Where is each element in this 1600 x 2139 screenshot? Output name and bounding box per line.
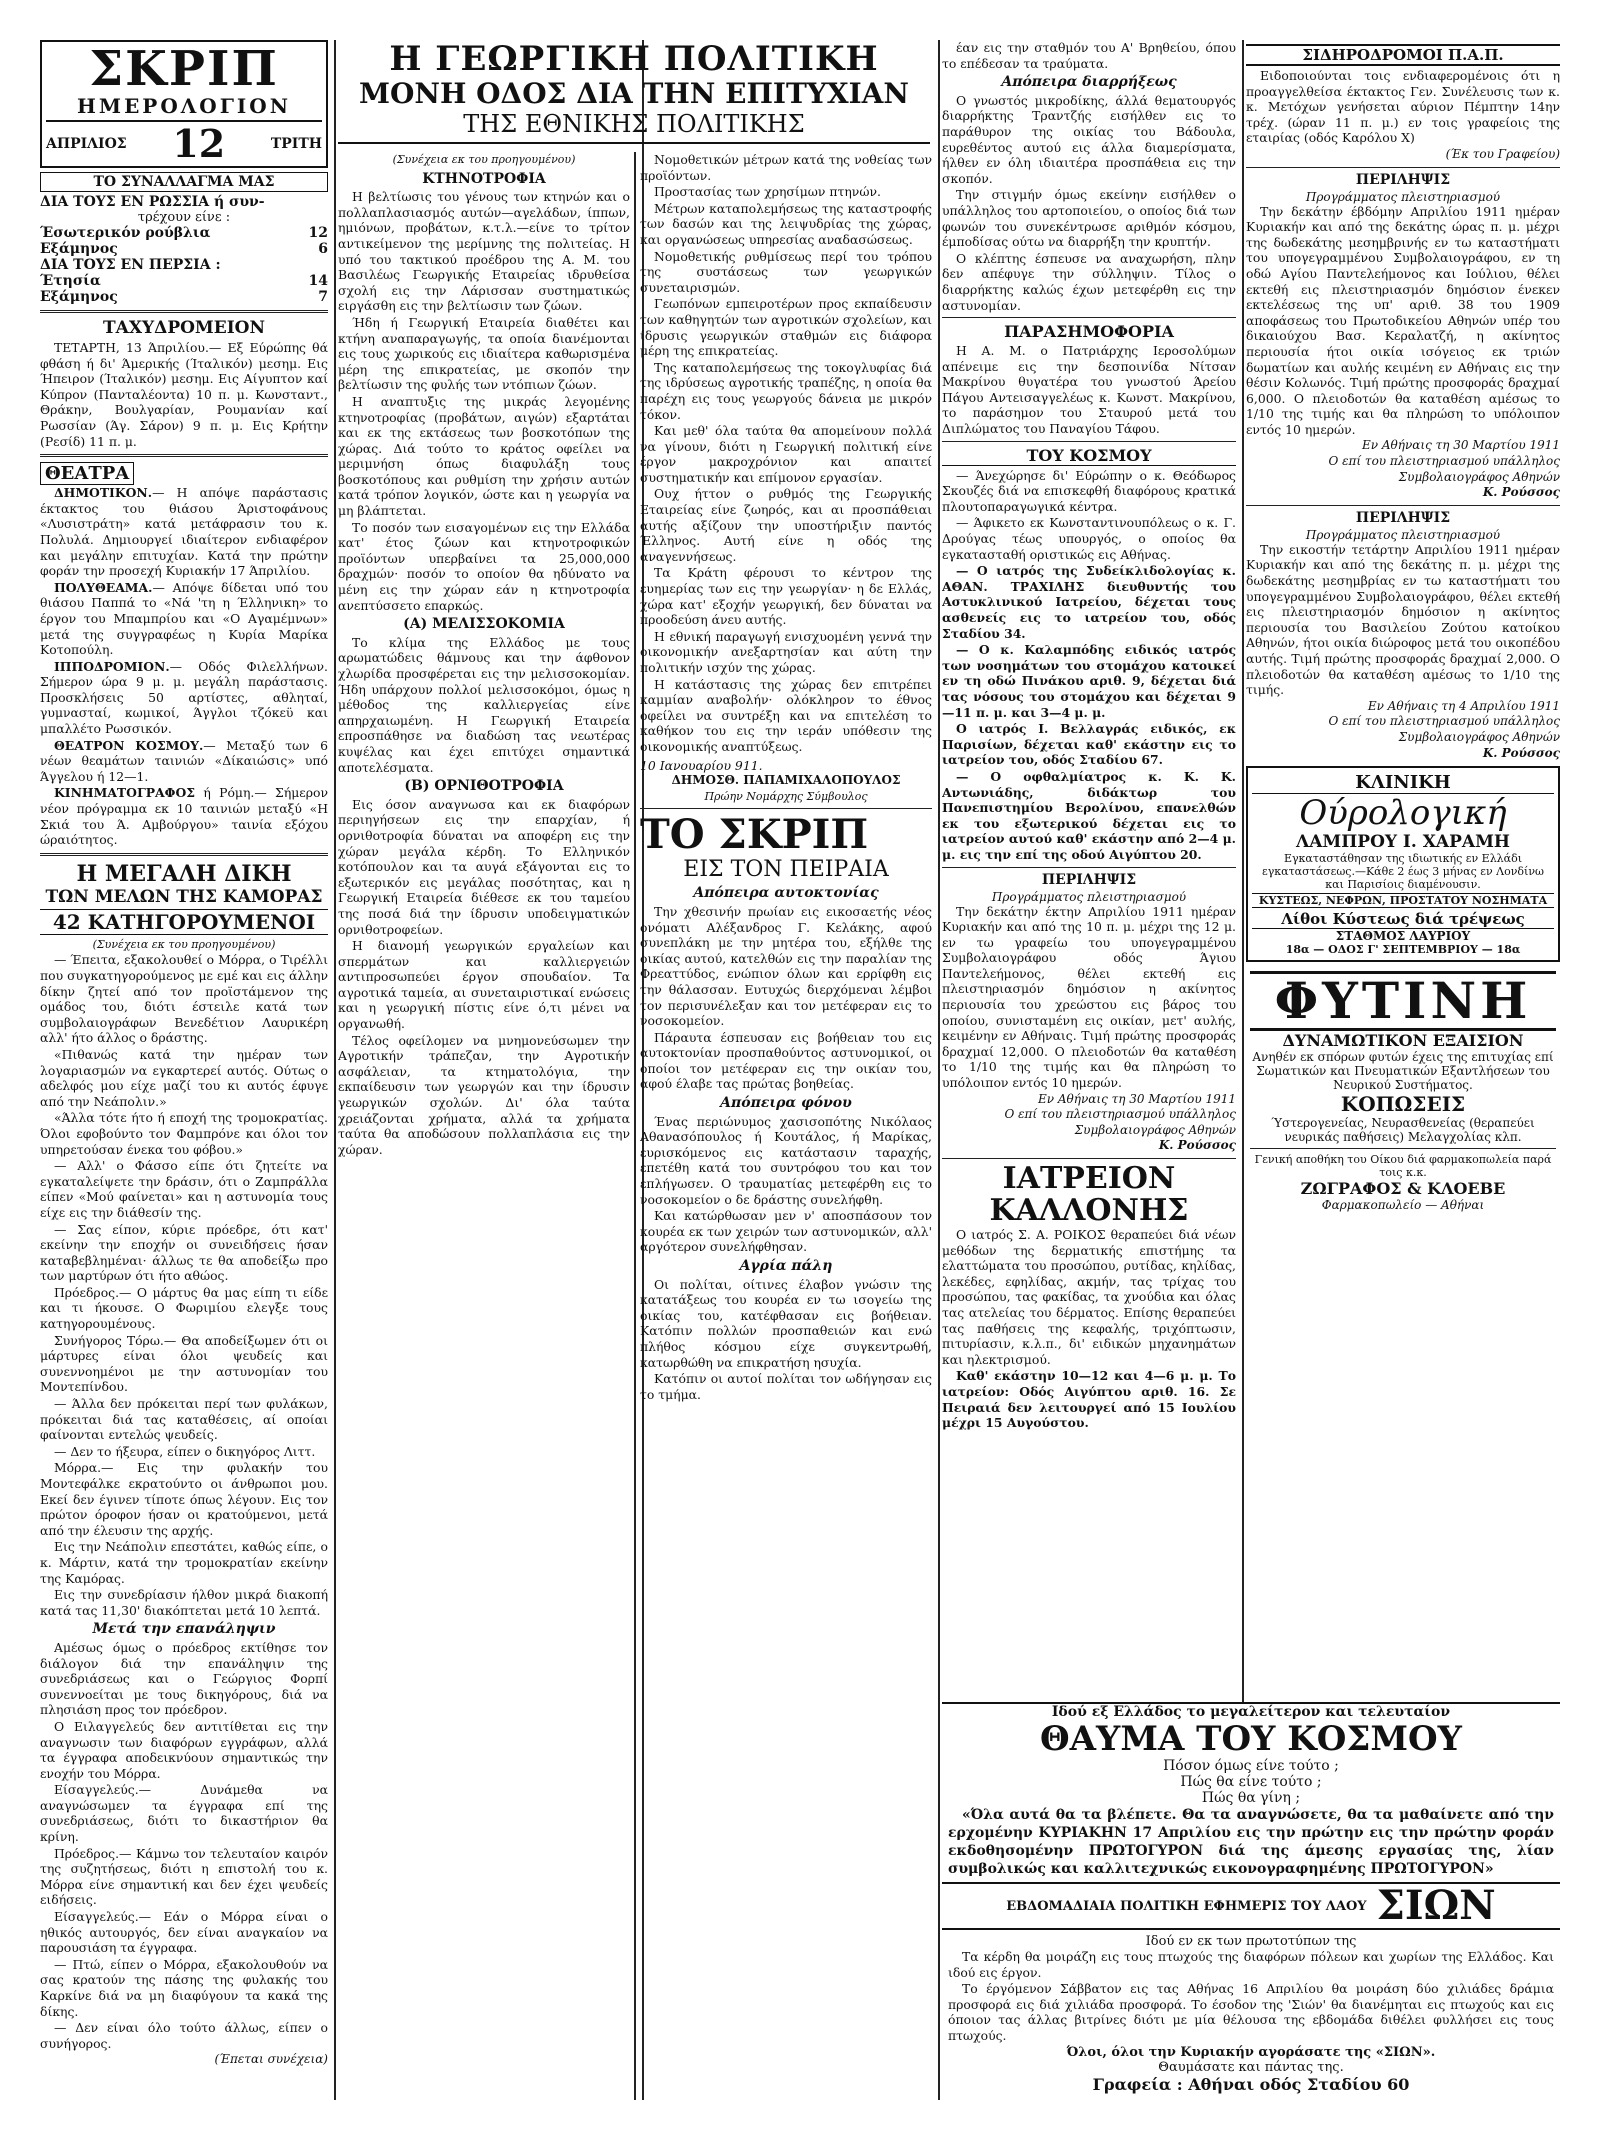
masthead-weekday: ΤΡΙΤΗ	[270, 136, 322, 152]
trial-headline: 42 ΚΑΤΗΓΟΡΟΥΜΕΝΟΙ	[40, 909, 328, 935]
sion-logo: ΣΙΩΝ	[1376, 1882, 1496, 1929]
urology-clinic-ad: ΚΛΙΝΙΚΗ Ούρολογική ΛΑΜΠΡΟΥ Ι. ΧΑΡΑΜΗ Εγκαταστάθησαν της ιδιωτικής εν Ελλάδι εγκαταστάσεως.—Κάθε 2 έως 3 μήνας εν Λονδίνω και Παρισίοις διαμένουσιν. ΚΥΣΤΕΩΣ, ΝΕΦΡΩΝ, ΠΡΟΣΤΑΤΟΥ ΝΟΣΗΜΑΤΑ Λίθοι Κύστεως διά τρέψεως ΣΤΑΘΜΟΣ ΛΑΥΡΙΟΥ 18α — ΟΔΟΣ Γ' ΣΕΠΤΕΜΒΡΙΟΥ — 18α	[1246, 766, 1560, 962]
piraeus-headline: ΕΙΣ ΤΟΝ ΠΕΙΡΑΙΑ	[683, 857, 889, 883]
world-heading: ΤΟΥ ΚΟΣΜΟΥ	[942, 446, 1236, 466]
decoration-heading: ΠΑΡΑΣΗΜΟΦΟΡΙΑ	[1004, 322, 1174, 342]
masthead-month: ΑΠΡΙΛΙΟΣ	[46, 136, 127, 152]
exchange-heading: ΤΟ ΣΥΝΑΛΛΑΓΜΑ ΜΑΣ	[40, 172, 328, 192]
column-left	[40, 40, 328, 2100]
trial-article	[40, 861, 328, 2068]
column-rule	[334, 40, 336, 2100]
exchange-row: Εξάμηνος 6	[40, 241, 328, 257]
exchange-intro: ΔΙΑ ΤΟΥΣ ΕΝ ΠΕΡΣΙΑ :	[40, 257, 221, 273]
exchange-intro: τρέχουν είνε :	[137, 210, 231, 225]
auction-heading: ΠΕΡΙΛΗΨΙΣ	[1355, 509, 1451, 526]
piraeus-headline: ΤΟ ΣΚΡΙΠ	[640, 811, 869, 859]
agriculture-article	[338, 40, 934, 2100]
post-text: ΤΕΤΑΡΤΗ, 13 Άπριλίου.— Εξ Εύρώπης θά φθάση ή δι' Άμερικής (Ίταλικόν) μεσημ. Εις Ήπειρον (Ίταλικόν) μεσημ. Εις Αίγυπτον καί Κύπρον (Πανταλέοντα) 10 π. μ. Κωνσταντ., Θράκην, Βουλγαρίαν, Ρουμανίαν καί Ρωσσίαν (Άγ. Σάρον) 9 π. μ. Εις Κρήτην (Ρεσίδ) 11 π. μ.	[40, 340, 328, 449]
beauty-clinic-headline: ΚΑΛΛΟΝΗΣ	[989, 1193, 1189, 1228]
agri-text: Νομοθετικών μέτρων κατά της νοθείας των προϊόντων. Προστασίας των χρησίμων πτηνών. Μέτρων καταπολεμήσεως της καταστροφής των δασών και της λειψυδρίας της χώρας, και οργανώσεως υπηρεσίας αναδασώσεως. Νομοθετικής ρυθμίσεως περί του τρόπου της συστάσεως των γεωργικών συνεταιρισμών. Γεωπόνων εμπειροτέρων προς εκπαίδευσιν των καθηγητών των αγροτικών σχολείων, και ίδρυσις γεωργικών σταθμών εις διάφορα μέρη της επικρατείας. Της καταπολεμήσεως της τοκογλυφίας διά της ιδρύσεως αγροτικής τραπέζης, η οποία θα παρέχη εις τους γεωργούς δάνεια με μικρόν τόκον. Και μεθ' όλα ταύτα θα απομείνουν πολλά να γίνουν, διότι η Γεωργική πολιτική είνε έργον μακροχρόνιον και απαιτεί συστηματικήν και επίμονον εργασίαν. Ουχ ήττον ο ρυθμός της Γεωργικής Εταιρείας είνε ζωηρός, και αι προσπάθειαι αυτής αξίζουν την υποστήριξιν παντός Έλληνος. Αυτή είνε η οδός της αναγεννήσεως. Τα Κράτη φέρουσι το κέντρον της ευημερίας των εις την γεωργίαν· η δε Ελλάς, χώρα κατ' εξοχήν γεωργική, δεν δύναται να προοδεύση άνευ αυτής. Η εθνική παραγωγή ενισχυομένη γεννά την οικονομικήν ανεξαρτησίαν και αύτη την πολιτικήν ισχύν της χώρας. Η κατάστασις της χώρας δεν επιτρέπει καμμίαν αναβολήν· ολόκληρον το έθνος οφείλει να συντρέξη και να επιτελέση το καθήκον του εις την ιεράν υπόθεσιν της οικονομικής αναπτύξεως. 10 Ιανουαρίου 911. ΔΗΜΟΣΘ. ΠΑΠΑΜΙΧΑΛΟΠΟΥΛΟΣ Πρώην Νομάρχης Σύμβουλος	[640, 152, 932, 803]
exchange-intro: ΔΙΑ ΤΟΥΣ ΕΝ ΡΩΣΣΙΑ ή συν-	[40, 194, 265, 210]
divider	[640, 808, 932, 809]
masthead-subtitle: ΗΜΕΡΟΛΟΓΙΟΝ	[77, 94, 291, 118]
column-rule	[634, 152, 636, 2100]
agri-author: ΔΗΜΟΣΘ. ΠΑΠΑΜΙΧΑΛΟΠΟΥΛΟΣ	[671, 773, 901, 788]
theatres-heading: ΘΕΑΤΡΑ	[40, 462, 134, 485]
divider	[942, 867, 1236, 868]
agri-headline-block	[338, 40, 930, 144]
auction-heading: ΠΕΡΙΛΗΨΙΣ	[1041, 871, 1137, 888]
agri-col-a	[338, 152, 630, 1158]
auction-heading: ΠΕΡΙΛΗΨΙΣ	[1355, 171, 1451, 188]
agri-headline: ΤΗΣ ΕΘΝΙΚΗΣ ΠΟΛΙΤΙΚΗΣ	[463, 110, 805, 138]
post-section	[40, 318, 328, 449]
column-auctions: ΣΙΔΗΡΟΔΡΟΜΟΙ Π.Α.Π. Ειδοποιούνται τοις ενδιαφερομένοις ότι η προαγγελθείσα έκτακτος Γεν. Συνέλευσις των κ. κ. Μετόχων γενήσεται αύριον Πέμπτην 14ην τρέχ. (ώραν 11 π. μ.) εν τοις γραφείοις της εταιρίας (οδός Καρόλου Χ) (Έκ του Γραφείου) ΠΕΡΙΛΗΨΙΣ Προγράμματος πλειστηριασμού Την δεκάτην έβδόμην Απριλίου 1911 ημέραν Κυριακήν και από της δεκάτης ώρας π. μ. μέχρι της δωδεκάτης μεσημβρινής εν τω καταστήματι του υπογεγραμμένου Συμβολαιογράφου, εν τη οδώ Αγίου Παντελεήμονος και Ιούλιου, θέλει εκτεθή εις πλειστηριασμόν δημόσιον ένεκεν εκτελέσεως της υπ' αριθ. 38 του 1909 αποφάσεως του Πρωτοδικείου Αθηνών υπέρ του δικαιούχου Βασ. Κεραλατζή, η ακίνητος περιουσία ήτοι οικία ισόγειος εκ τριών δωματίων και αυλής κειμένη εν Αθήναις εις την θέσιν Κολωνός. Τιμή πρώτης προσφοράς δραχμαί 6,000. Ο πλειοδοτών θα καταθέση αμέσως το 1/10 της τιμής και θα πληρώση το υπόλοιπον εντός 10 ημερών. Εν Αθήναις τη 30 Μαρτίου 1911 Ο επί του πλειστηριασμού υπάλληλος Συμβολαιογράφος Αθηνών Κ. Ρούσσος ΠΕΡΙΛΗΨΙΣ Προγράμματος πλειστηριασμού Την εικοστήν τετάρτην Απριλίου 1911 ημέραν Κυριακήν και από της δεκάτης π. μ. μέχρι της δωδεκάτης μεσημβρίας εν τω καταστήματι του υπογεγραμμένου Συμβολαιογράφου, θέλει εκτεθή εις πλειστηριασμόν δημόσιον η ακίνητος περιουσία του Βασιλείου Ζούτου κατοίκου Αθηνών, ήτοι οικία διώροφος μετά του οικοπέδου αυτής. Τιμή πρώτης προσφοράς δραχμαί 2,000. Ο πλειοδοτών θα καταθέση αμέσως το 1/10 της τιμής. Εν Αθήναις τη 4 Απριλίου 1911 Ο επί του πλειστηριασμού υπάλληλος Συμβολαιογράφος Αθηνών Κ. Ρούσσος ΚΛΙΝΙΚΗ Ούρολογική ΛΑΜΠΡΟΥ Ι. ΧΑΡΑΜΗ Εγκαταστάθησαν της ιδιωτικής εν Ελλάδι εγκαταστάσεως.—Κάθε 2 έως 3 μήνας εν Λονδίνω και Παρισίοις διαμένουσιν. ΚΥΣΤΕΩΣ, ΝΕΦΡΩΝ, ΠΡΟΣΤΑΤΟΥ ΝΟΣΗΜΑΤΑ Λίθοι Κύστεως διά τρέψεως ΣΤΑΘΜΟΣ ΛΑΥΡΙΟΥ 18α — ΟΔΟΣ Γ' ΣΕΠΤΕΜΒΡΙΟΥ — 18α ΦΥΤΙΝΗ ΔΥΝΑΜΩΤΙΚΟΝ ΕΞΑΙΣΙΟΝ Ανηθέν εκ σπόρων φυτών έχεις της επιτυχίας επί Σωματικών και Πνευματικών Εξαντλήσεων του Νευρικού Συστήματος. ΚΟΠΩΣΕΙΣ Ύστερογενείας, Νευρασθενείας (θεραπεύει νευρικάς παθήσεις) Μελαγχολίας κλπ. Γενική αποθήκη του Οίκου διά φαρμακοπωλεία παρά τοις κ.κ. ΖΩΓΡΑΦΟΣ & ΚΛΟΕΒΕ Φαρμακοπωλείο — Αθήναι	[1246, 40, 1560, 1221]
column-middle-right: έαν εις την σταθμόν του Α' Βρηθείου, όπου το επέδεσαν τα τραύματα. Απόπειρα διαρρήξεως Ο γνωστός μικροδίκης, άλλά θεματουργός διαρρήκτης Τραντζής εισήλθεν εις το παράθυρον της οικίας του Βάδουλα, ευρεθέντος αυτού εις άλλα διαμερίσματα, ήλθεν εν όλη ιδιαιτέρα προσπάθεια εις την σκοπόν. Την στιγμήν όμως εκείνην εισήλθεν ο υπάλληλος του αρτοποιείου, ο οποίος διά των φωνών του συνεκέντρωσε αριθμόν κόσμου, έμποδίσας ούτω να διαρρήξη την κρυπτήν. Ο κλέπτης έσπευσε να αναχωρήση, πλην δεν απέφυγε την σύλληψιν. Τίλος ο διαρρήκτης καλώς έχων μετεφέρθη εις την αστυνομίαν. ΠΑΡΑΣΗΜΟΦΟΡΙΑ Η Α. Μ. ο Πατριάρχης Ιεροσολύμων απένειμε εις την δεσποινίδα Νίτσαν Μακρίνου θυγατέρα του γνωστού Άρείου Πάγου Αντεισαγγελέως κ. Κωνστ. Μακρίνου, το παράσημον του Σταυρού μετά του Διπλώματος του Παναγίου Τάφου. ΤΟΥ ΚΟΣΜΟΥ — Άνεχώρησε δι' Εύρώπην ο κ. Θεόδωρος Σκουζές διά να επισκεφθή διαφόρους κρατικά πλουτοπαραγωγικά κέντρα. — Άφικετο εκ Κωνσταντινουπόλεως ο κ. Γ. Δρούγας τέως υπουργός, ο οποίος θα εγκατασταθή οριστικώς εις Αθήνας. — Ο ιατρός της Συδείκλιδολογίας κ. ΑΘΑΝ. ΤΡΑΧΙΛΗΣ διευθυντής του Αστυκλινικού Ιατρείου, δέχεται τους ασθενείς εις το ιατρείον του, οδός Σταδίου 34. — Ο κ. Καλαμπόδης ειδικός ιατρός των νοσημάτων του στομάχου κατοικεί εν τη οδώ Πινάκου αριθ. 9, δέχεται διά τας νόσους του στομάχου και δέχεται 9—11 π. μ. και 3—4 μ. μ. Ο ιατρός Ι. Βελλαγράς ειδικός, εκ Παρισίων, δέχεται καθ' εκάστην εις το ιατρείον του, οδός Σταδίου 67. — Ο οφθαλμίατρος κ. Κ. Κ. Αντωνιάδης, διδάκτωρ του Πανεπιστημίου Βερολίνου, επανελθών εκ του εξωτερικού δέχεται εις το ιατρείον αυτού καθ' εκάστην από 2—4 μ. μ. εις την επί της οδού Αιγύπτου 20. ΠΕΡΙΛΗΨΙΣ Προγράμματος πλειστηριασμού Την δεκάτην έκτην Απριλίου 1911 ημέραν Κυριακήν και από της 10 π. μ. μέχρι της 12 μ. εν τω γραφείω του υπογεγραμμένου Συμβολαιογράφου οδός Άγιου Παντελεήμονος, θέλει εκτεθή εις πλειστηριασμόν δημόσιον η ακίνητος περιουσία του χρεώστου εις βάρος του οποίου, συνισταμένη εις οικίαν, μετ' αυλής, κειμένην εν Αθήναις. Τιμή πρώτης προσφοράς δραχμαί 12,000. Ο πλειοδοτών θα καταθέση το 1/10 της τιμής και θα πληρώση το υπόλοιπον εντός 10 ημερών. Εν Αθήναις τη 30 Μαρτίου 1911 Ο επί του πλειστηριασμού υπάλληλος Συμβολαιογράφος Αθηνών Κ. Ρούσσος ΙΑΤΡΕΙΟΝ ΚΑΛΛΟΝΗΣ Ο ιατρός Σ. Α. ΡΟΙΚΟΣ θεραπεύει διά νέων μεθόδων της δερματικής επιστήμης τα ελαττώματα του προσώπου, ρυτίδας, κηλίδας, λεκέδες, εφηλίδας, ακμήν, τας τρίχας του προσώπου, τας φακίδας, τα χνούδια και όλας τας ατελείας του δέρματος. Επίσης θεραπεύει τας παθήσεις της κεφαλής, τριχόπτωσιν, πιτυρίασιν, κ.λ.π., δι' ειδικών μηχανημάτων και ηλεκτρισμού. Καθ' εκάστην 10—12 και 4—6 μ. μ. Το ιατρείον: Οδός Αιγύπτου αριθ. 16. Σε Πειραιά δεν λειτουργεί από 15 Ιουλίου μέχρι 15 Αυγούστου.	[942, 40, 1236, 1431]
agri-headline: Η ΓΕΩΡΓΙΚΗ ΠΟΛΙΤΙΚΗ	[389, 40, 879, 79]
masthead-date	[46, 120, 322, 164]
column-rule	[938, 40, 940, 2100]
divider	[40, 454, 328, 457]
exchange-row: Εξάμηνος 7	[40, 289, 328, 305]
exchange-row: Έτησία 14	[40, 273, 328, 289]
beauty-clinic-headline: ΙΑΤΡΕΙΟΝ	[1002, 1161, 1176, 1196]
agri-headline: ΜΟΝΗ ΟΔΟΣ ΔΙΑ ΤΗΝ ΕΠΙΤΥΧΙΑΝ	[358, 77, 909, 110]
exchange-row: Έσωτερικόν ρούβλια 12	[40, 225, 328, 241]
trial-text: (Συνέχεια εκ του προηγουμένου) — Έπειτα, εξακολουθεί ο Μόρρα, ο Τιρέλλι που συγκατηγορούμενος με εμέ και εις άλλην δίκην ζητεί από τον προϊστάμενον της ομάδος του, διότι έστειλε κατά των συμβολαιογράφων Βενεδέτιον Λαυρικέρη αλλ' ήτο άλλος ο δράστης. «Πιθανώς κατά την ημέραν των λογαριασμών να εγκαρτερεί αυτός. Ούτως ο αδελφός μου είχε μαζί του κι αυτός έφυγε από την Νεάπολιν.» «Άλλα τότε ήτο ή εποχή της τρομοκρατίας. Όλοι εφοβούντο τον Φαμπρόνε και όλοι τον υπηρετούσαν ένεκα του φόβου.» — Αλλ' ο Φάσσο είπε ότι ζητείτε να εγκαταλείψετε την δράσιν, ότι ο Ζαμπράλλα είπεν «Μού φαίνεται» και η αστυνομία τους είχε εις την διάθεσίν της. — Σας είπον, κύριε πρόεδρε, ότι κατ' εκείνην την εποχήν οι συνειδήσεις ήσαν καταβεβλημέναι· άλλως τε θα αποδείξω προ των μαρτύρων ότι ήτο αθώος. Πρόεδρος.— Ο μάρτυς θα μας είπη τι είδε και τι ήκουσε. Ο Φωριμίου ελεγξε τους κατηγορουμένους. Συνήγορος Τόρω.— Θα αποδείξωμεν ότι οι μάρτυρες είναι όλοι ψευδείς και συνεννοημένοι με την αστυνομίαν του Μοντεπίνδου. — Άλλα δεν πρόκειται περί των φυλάκων, πρόκειται διά τας καταθέσεις, αί οποίαι φαίνονται εντελώς ψευδείς. — Δεν το ήξευρα, είπεν ο δικηγόρος Λιττ. Μόρρα.— Εις την φυλακήν του Μοντεφάλκε εκρατούντο οι άνθρωποι μου. Εκεί δεν έγινεν τίποτε όπως λέγουν. Εις τον πρώτον όροφον ήσαν οι κρατούμενοι, μετά από την έλευσιν της αρχής. Εις την Νεάπολιν επεστάτει, καθώς είπε, ο κ. Μάρτιν, κατά την τρομοκρατίαν εκείνην της Καμόρας. Εις την συνεδρίασιν ήλθον μικρά διακοπή κατά τας 11,30' διακόπτεται μετά 10 λεπτά. Μετά την επανάληψιν Αμέσως όμως ο πρόεδρος εκτίθησε τον διάλογον διά την επανάληψιν της συνεδριάσεως και ο Γεώργιος Φορπί συνεννοείται με τους δικηγόρους, διά να πλησιάση προς τον πρόεδρον. Ο Ειλαγγελεύς δεν αντιτίθεται εις την αναγνωσιν των διαφόρων εγγράφων, αλλά τα έγγραφα αποδεικνύουν σημαντικώς την ενοχήν του Μόρρα. Είσαγγελεύς.— Δυνάμεθα να αναγνώσωμεν τα έγγραφα επί της συνεδριάσεως, διότι το δικαστήριον θα κρίνη. Πρόεδρος.— Κάμνω τον τελευταίον καιρόν της συζητήσεως, διότι η επιστολή του κ. Μόρρα είνε σημαντική και δεν έχει ψευδείς ειδήσεις. Είσαγγελεύς.— Εάν ο Μόρρα είναι ο ηθικός αυτουργός, δεν είναι αναγκαίον να παρουσιάση τα έγγραφα. — Πτώ, είπεν ο Μόρρα, εξακολουθούν να σας κρατούν της πάσης της φυλακής του Καρκίνε διά να μη διαφύγουν τα κακά της δίκης. — Δεν είναι όλο τούτο άλλως, είπεν ο συνήγορος. (Έπεται συνέχεια)	[40, 937, 328, 2067]
news-text: έαν εις την σταθμόν του Α' Βρηθείου, όπου το επέδεσαν τα τραύματα. Απόπειρα διαρρήξεως Ο γνωστός μικροδίκης, άλλά θεματουργός διαρρήκτης Τραντζής εισήλθεν εις το παράθυρον της οικίας του Βάδουλα, ευρεθέντος αυτού εις άλλα διαμερίσματα, ήλθεν εν όλη ιδιαιτέρα προσπάθεια εις την σκοπόν. Την στιγμήν όμως εκείνην εισήλθεν ο υπάλληλος του αρτοποιείου, ο οποίος διά των φωνών του συνεκέντρωσε αριθμόν κόσμου, έμποδίσας ούτω να διαρρήξη την κρυπτήν. Ο κλέπτης έσπευσε να αναχωρήση, πλην δεν απέφυγε την σύλληψιν. Τίλος ο διαρρήκτης καλώς έχων μετεφέρθη εις την αστυνομίαν.	[942, 40, 1236, 313]
piraeus-text: Απόπειρα αυτοκτονίας Την χθεσινήν πρωίαν εις εικοσαετής νέος ονόματι Αλέξανδρος Γ. Κελάκης, αφού συνεπλάκη με την μητέρα του, εξήλθε της οικίας αυτού, κατελθών εις την παραλίαν της Φρεαττύδος, ενώπιον όλων και ερρίφθη εις την θάλασσαν. Ευτυχώς διερχόμεναι λέμβοι τον περισυνέλεξαν και τον μετέφεραν εις το νοσοκομείον. Πάραυτα έσπευσαν εις βοήθειαν του εις αυτοκτονίαν προσπαθούντος αστυνομικοί, οι οποίοι τον μετέφεραν εις την οικίαν του, αφού έλαβε τας πρώτας βοηθείας. Απόπειρα φόνου Ένας περιώνυμος χασισοπότης Νικόλαος Αθανασόπουλος ή Κουτάλος, ή Μαρίκας, ευρισκόμενος εις κατάστασιν ταραχής, επετέθη κατά του συντρόφου του και τον επλήγωσεν. Ο τραυματίας μετεφέρθη εις το νοσοκομείον ο δε δράστης συνελήφθη. Και κατώρθωσαν μεν ν' αποσπάσουν τον κουρέα εκ των χειρών των αστυνομικών, αλλ' αργότερον συνελήφθησαν. Αγρία πάλη Οι πολίται, οίτινες έλαβον γνώσιν της κατατάξεως του κουρέα εν τω ισογείω της οικίας του, κατέφθασαν εις βοήθειαν. Κατόπιν πολλών προσπαθειών και ενώ πλήθος κόσμου είχε συγκεντρωθή, κατωρθώθη να επικρατήση ησυχία. Κατόπιν οι αυτοί πολίται τον ωδήγησαν εις το τμήμα.	[640, 885, 932, 1402]
post-heading: ΤΑΧΥΔΡΟΜΕΙΟΝ	[102, 318, 266, 338]
divider	[40, 853, 328, 856]
masthead-day: 12	[172, 121, 226, 166]
fytini-ad: ΦΥΤΙΝΗ ΔΥΝΑΜΩΤΙΚΟΝ ΕΞΑΙΣΙΟΝ Ανηθέν εκ σπόρων φυτών έχεις της επιτυχίας επί Σωματικών και Πνευματικών Εξαντλήσεων του Νευρικού Συστήματος. ΚΟΠΩΣΕΙΣ Ύστερογενείας, Νευρασθενείας (θεραπεύει νευρικάς παθήσεις) Μελαγχολίας κλπ. Γενική αποθήκη του Οίκου διά φαρμακοπωλεία παρά τοις κ.κ. ΖΩΓΡΑΦΟΣ & ΚΛΟΕΒΕ Φαρμακοπωλείο — Αθήναι	[1246, 967, 1560, 1216]
agri-text: (Συνέχεια εκ του προηγουμένου) ΚΤΗΝΟΤΡΟΦΙΑ Η βελτίωσις του γένους των κτηνών και ο πολλαπλασιασμός αυτών—αγελάδων, ίππων, ημιόνων, προβάτων, κ.τ.λ.—είνε το τρίτον αντικείμενον της μερίμνης της πολιτείας. Η υπό του τακτικού προέδρου της Α. Μ. του Βασιλέως Γεωργικής Εταιρείας ιδρυθείσα σχολή εις την Λάρισσαν συστηματικώς ειργάσθη εις την βελτίωσιν των ζώων. Ήδη ή Γεωργική Εταιρεία διαθέτει και κτήνη αναπαραγωγής, τα οποία διανέμονται εις τους χωρικούς εις ιδιαίτερα καθωρισμένα μέρη της επικρατείας, με σκοπόν την βελτίωσιν της φυλής των ντόπιων ζώων. Η αναπτυξις της μικράς λεγομένης κτηνοτροφίας (προβάτων, αιγών) εξαρτάται και εκ της εκτάσεως των βοσκοτόπων της χώρας. Διά τούτο το κράτος οφείλει να μεριμνήση όπως διαφυλάξη τους βοσκοτόπους και ρυθμίση την χρήσιν αυτών κατά τρόπον λογικόν, ώστε και η γεωργία να μη βλάπτεται. Το ποσόν των εισαγομένων εις την Ελλάδα κατ' έτος ζώων και κτηνοτροφικών προϊόντων υπερβαίνει τα 25,000,000 δραχμών· ποσόν το οποίον θα ηδύνατο να μένη εις την χώραν εάν η κτηνοτροφία ανεπτύσσετο επαρκώς. (Α) ΜΕΛΙΣΣΟΚΟΜΙΑ Το κλίμα της Ελλάδος με τους αρωματώδεις θάμνους και την άφθονον χλωρίδα προσφέρεται εις την μελισσοκομίαν. Ήδη υπάρχουν πολλοί μελισσοκόμοι, όμως η μέθοδος της καλλιεργείας είνε απηρχαιωμένη. Η Γεωργική Εταιρεία επροσπάθησε να διαδώση τας νεωτέρας κυψέλας και έχει επιτύχει σημαντικά αποτελέσματα. (Β) ΟΡΝΙΘΟΤΡΟΦΙΑ Εις όσον αναγνωσα και εκ διαφόρων περιηγήσεων εις την επαρχίαν, ή ορνιθοτροφία δύναται να αποφέρη εις την χώραν μεγάλα κέρδη. Το Ελληνικόν κοτόπουλον και τα αυγά εξάγονται εις το εξωτερικόν εις μεγάλας ποσότητας, και η Γεωργική Εταιρεία διέθεσε εκ του ταμείου της ποσά διά την ίδρυσιν υποδειγματικών ορνιθοτροφείων. Η διανομή γεωργικών εργαλείων και σπερμάτων και καλλιεργειών αντιπροσωπεύει έργον σπουδαίον. Τα αγροτικά ταμεία, αι συνεταιριστικαί ενώσεις και η γεωργική πίστις είνε ό,τι μένει να οργανωθή. Τέλος οφείλομεν να μνημονεύσωμεν την Αγροτικήν τράπεζαν, την Αγροτικήν ασφάλειαν, τα κτηματολόγια, την εκπαίδευσιν των γεωργών και την ίδρυσιν γεωργικών σχολών. Δι' όλα ταύτα χρειάζονται χρήματα, αλλά τα χρήματα ταύτα θα αποδώσουν πολλαπλάσια εις την χώραν.	[338, 153, 630, 1157]
exchange-box	[40, 172, 328, 305]
divider	[40, 310, 328, 313]
column-right	[1246, 40, 1560, 1696]
divider	[942, 441, 1236, 442]
masthead	[40, 40, 328, 168]
trial-headline: Η ΜΕΓΑΛΗ ΔΙΚΗ	[76, 860, 292, 887]
theatres-section	[40, 462, 328, 848]
piraeus-article	[640, 813, 932, 1402]
agri-col-b	[640, 152, 932, 1403]
theatres-text: ΔΗΜΟΤΙΚΟΝ.— Η απόψε παράστασις έκτακτος του θιάσου Άριστοφάνους «Λυσιστράτη» κατά μετάφρασιν του κ. Πολυλά. Δημιουργεί ιδιαίτερον ενδιαφέρον και μεγάλην επιτυχίαν. Κατά την πρώτην φοράν την προσεχή Κυριακήν 17 Άπριλίου. ΠΟΛΥΘΕΑΜΑ.— Απόψε δίδεται υπό του θιάσου Παππά το «Νά 'τη η Έλληνικη» το έργον του Μπαμπρίου και «Ο Αγαμέμνων» μετά της συγγραφέως η Κυρία Μαρίκα Κοτοπούλη. ΙΠΠΟΔΡΟΜΙΟΝ.— Οδός Φιλελλήνων. Σήμερον ώρα 9 μ. μ. μεγάλη παράστασις. Προσκλήσεις 50 αρτίστες, αθληταί, γυμνασταί, κωμικοί, Άγγλοι τζόκεϋ και μπαλλέτο Ρωσσικόν. ΘΕΑΤΡΟΝ ΚΟΣΜΟΥ.— Μεταξύ των 6 νέων θεαμάτων ταινιών «Δίκαιώσις» υπό Άγγελου ή 12—1. ΚΙΝΗΜΑΤΟΓΡΑΦΟΣ ή Ρόμη.— Σήμερον νέον πρόγραμμα εκ 10 ταινιών μεταξύ «Η Σκιά του Ά. Αμβούργου» ταινία εξόχου ώραιότητος.	[40, 485, 328, 848]
world-text: — Άνεχώρησε δι' Εύρώπην ο κ. Θεόδωρος Σκουζές διά να επισκεφθή διαφόρους κρατικά πλουτοπαραγωγικά κέντρα. — Άφικετο εκ Κωνσταντινουπόλεως ο κ. Γ. Δρούγας τέως υπουργός, ο οποίος θα εγκατασταθή οριστικώς εις Αθήνας. — Ο ιατρός της Συδείκλιδολογίας κ. ΑΘΑΝ. ΤΡΑΧΙΛΗΣ διευθυντής του Αστυκλινικού Ιατρείου, δέχεται τους ασθενείς εις το ιατρείον του, οδός Σταδίου 34. — Ο κ. Καλαμπόδης ειδικός ιατρός των νοσημάτων του στομάχου κατοικεί εν τη οδώ Πινάκου αριθ. 9, δέχεται διά τας νόσους του στομάχου και δέχεται 9—11 π. μ. και 3—4 μ. μ. Ο ιατρός Ι. Βελλαγράς ειδικός, εκ Παρισίων, δέχεται καθ' εκάστην εις το ιατρείον του, οδός Σταδίου 67. — Ο οφθαλμίατρος κ. Κ. Κ. Αντωνιάδης, διδάκτωρ του Πανεπιστημίου Βερολίνου, επανελθών εκ του εξωτερικού δέχεται εις το ιατρείον αυτού καθ' εκάστην από 2—4 μ. μ. εις την επί της οδού Αιγύπτου 20.	[942, 467, 1236, 862]
divider	[942, 1158, 1236, 1159]
railway-heading: ΣΙΔΗΡΟΔΡΟΜΟΙ Π.Α.Π.	[1246, 44, 1560, 66]
sion-ad: Ιδού εξ Ελλάδος το μεγαλείτερον και τελευταίον ΘΑΥΜΑ ΤΟΥ ΚΟΣΜΟΥ Πόσον όμως είνε τούτο ; Πώς θα είνε τούτο ; Πώς θα γίνη ; «Όλα αυτά θα τα βλέπετε. Θα τα αναγνώσετε, θα τα μαθαίνετε από την ερχομένην ΚΥΡΙΑΚΗΝ 17 Απριλίου εις την πρώτην εις την πρώτην φοράν εκδοθησομένην ΠΡΩΤΟΓΥΡΟΝ διά της άμεσης εργασίας της, λίαν συμβολικώς και καλλιτεχνικώς εικονογραφημένης ΠΡΩΤΟΓΥΡΟΝ» ΕΒΔΟΜΑΔΙΑΙΑ ΠΟΛΙΤΙΚΗ ΕΦΗΜΕΡΙΣ ΤΟΥ ΛΑΟΥ ΣΙΩΝ Ιδού εν εκ των πρωτοτύπων της Τα κέρδη θα μοιράζη εις τους πτωχούς της διαφόρων πόλεων και χωρίων της Ελλάδος. Και ιδού εις έργον. Το έργόμενον Σάββατον εις τας Αθήνας 16 Απριλίου θα μοιράση δύο χιλιάδες δράμια προσφορά εις διά χιλιάδα προσφορά. Το έσοδον της 'Σιών' θα διανέμηται εις πτωχούς και εις όποιον τας άλλας βιτρίνες διότι με μία θέλουσα της εβδομάδα διθέλει φυλλήσει εις τους πτωχούς. Όλοι, όλοι την Κυριακήν αγοράσατε της «ΣΙΩΝ». Θαυμάσατε και πάντας της. Γραφεία : Αθήναι οδός Σταδίου 60	[942, 1702, 1560, 2100]
masthead-name: ΣΚΡΙΠ	[89, 41, 279, 97]
divider	[942, 317, 1236, 318]
trial-headline: ΤΩΝ ΜΕΛΩΝ ΤΗΣ ΚΑΜΟΡΑΣ	[45, 886, 323, 907]
sion-ad-headline: ΘΑΥΜΑ ΤΟΥ ΚΟΣΜΟΥ	[1040, 1719, 1462, 1759]
